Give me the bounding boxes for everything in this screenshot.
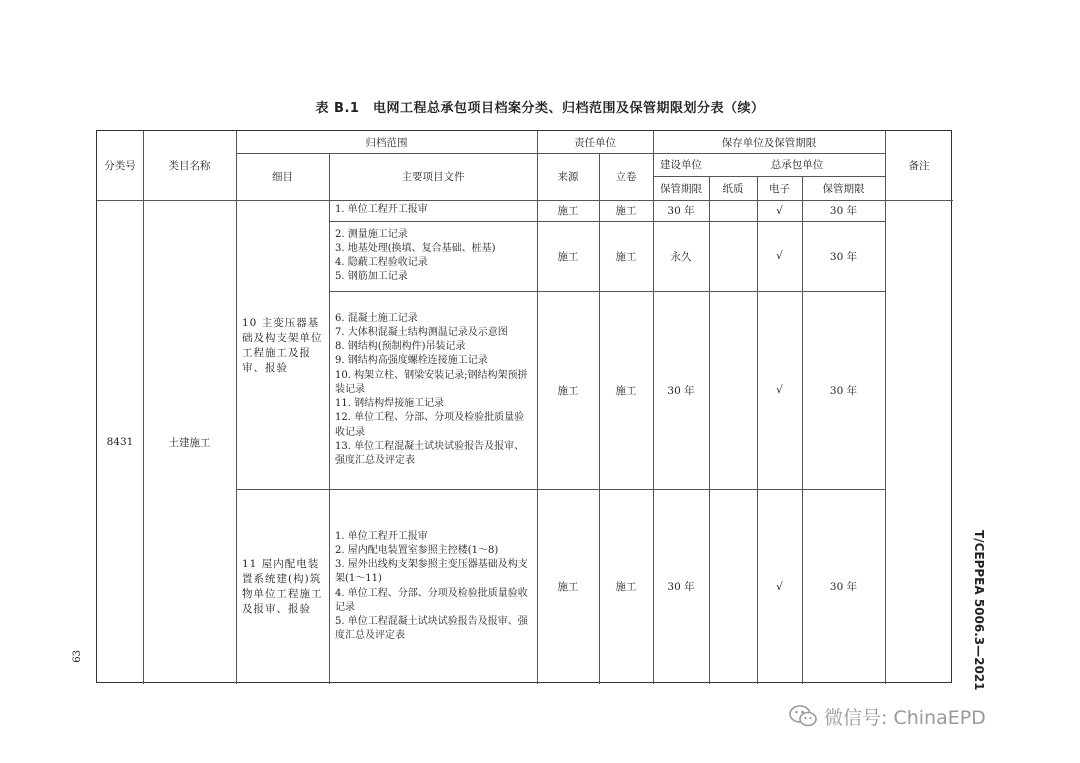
header-keeping: 保存单位及保管期限: [721, 136, 817, 149]
group-10-label: 10 主变压器基础及构支架单位工程施工及报审、报验: [242, 317, 323, 374]
doc-line: 6. 混凝土施工记录: [335, 312, 418, 324]
header-code: 分类号: [104, 160, 136, 172]
header-contractor-period: 保管期限: [822, 182, 865, 195]
header-builder-period: 保管期限: [660, 182, 702, 195]
row-3-source: 施工: [557, 384, 579, 397]
doc-line: 1. 单位工程开工报审: [335, 530, 428, 542]
doc-line: 2. 屋内配电装置室参照主控楼(1～8): [335, 544, 499, 556]
doc-line: 13. 单位工程混凝土试块试验报告及报审、强度汇总及评定表: [335, 440, 525, 466]
row-2-filing: 施工: [615, 250, 637, 263]
header-scope: 归档范围: [365, 136, 408, 149]
header-remarks: 备注: [908, 160, 930, 172]
row-1-electronic: √: [776, 204, 783, 217]
doc-line: 5. 钢筋加工记录: [335, 271, 408, 283]
row-4-contractor-period: 30 年: [829, 581, 858, 593]
row-3-electronic: √: [776, 384, 783, 396]
row-3-paper: [709, 291, 757, 489]
header-responsible: 责任单位: [574, 136, 616, 149]
row-4-docs: [329, 489, 537, 684]
category-cell: 土建施工: [168, 436, 211, 449]
row-4-source: 施工: [557, 581, 579, 593]
header-builder: 建设单位: [660, 159, 702, 171]
row-1-paper: [709, 200, 757, 221]
row-3-docs: [329, 291, 537, 489]
row-3-builder-period: 30 年: [667, 384, 695, 397]
row-3-filing: 施工: [615, 384, 637, 397]
doc-line: 5. 单位工程混凝土试块试验报告及报审、强度汇总及评定表: [335, 615, 528, 642]
archive-table: [96, 130, 952, 683]
doc-line: 11. 钢结构焊接施工记录: [335, 398, 445, 410]
group-11-label: 11 屋内配电装置系统建(构)筑物单位工程施工及报审、报验: [242, 557, 323, 615]
header-paper: 纸质: [722, 182, 744, 195]
row-1-filing: 施工: [615, 205, 637, 217]
row-4-paper: [709, 489, 757, 684]
row-2-source: 施工: [557, 250, 579, 263]
row-1-builder-period: 30 年: [667, 205, 695, 217]
doc-line: 7. 大体积混凝土结构测温记录及示意图: [335, 327, 508, 339]
doc-line: 4. 隐蔽工程验收记录: [335, 257, 428, 268]
row-4-filing: 施工: [615, 581, 637, 593]
doc-line: 3. 地基处理(换填、复合基础、桩基): [335, 242, 496, 254]
row-2-electronic: √: [776, 250, 783, 262]
row-2-builder-period: 永久: [670, 250, 692, 263]
row-4-electronic: √: [776, 580, 783, 593]
row-2-docs: [329, 221, 537, 291]
doc-line: 12. 单位工程、分部、分项及检验批质量验收记录: [335, 412, 525, 438]
row-4-builder-period: 30 年: [667, 581, 695, 593]
header-main-docs: 主要项目文件: [401, 171, 465, 183]
row-2-paper: [709, 221, 757, 291]
table-title: 表 B.1 电网工程总承包项目档案分类、归档范围及保管期限划分表（续）: [315, 101, 765, 116]
doc-line: 10. 构架立柱、钢梁安装记录;钢结构架预拼装记录: [335, 369, 528, 395]
row-1-source: 施工: [557, 205, 579, 217]
wechat-watermark: [788, 702, 986, 730]
doc-line: 9. 钢结构高强度螺栓连接施工记录: [335, 355, 488, 367]
header-category: 类目名称: [168, 160, 211, 172]
doc-line: 3. 屋外出线构支架参照主变压器基础及构支架(1～11): [335, 559, 528, 585]
watermark-text: 微信号: ChinaEPD: [824, 706, 986, 729]
standard-code: T/CEPPEA 5006.3—2021: [972, 530, 986, 691]
doc-line: 2. 测量施工记录: [335, 228, 408, 240]
doc-line: 1. 单位工程开工报审: [335, 204, 428, 216]
row-1-contractor-period: 30 年: [829, 205, 858, 217]
header-filing: 立卷: [615, 171, 637, 183]
row-2-contractor-period: 30 年: [829, 250, 858, 263]
wechat-icon: [788, 703, 818, 729]
header-item: 细目: [272, 171, 293, 183]
row-1-docs: [329, 200, 537, 221]
row-3-contractor-period: 30 年: [829, 384, 858, 397]
code-cell: 8431: [106, 436, 134, 448]
header-contractor: 总承包单位: [770, 159, 824, 171]
doc-line: 8. 钢结构(预制构件)吊装记录: [335, 341, 466, 353]
header-electronic: 电子: [769, 182, 790, 195]
doc-line: 4. 单位工程、分部、分项及检验批质量验收记录: [335, 587, 528, 613]
header-source: 来源: [557, 171, 579, 183]
page-number: 63: [72, 650, 83, 663]
